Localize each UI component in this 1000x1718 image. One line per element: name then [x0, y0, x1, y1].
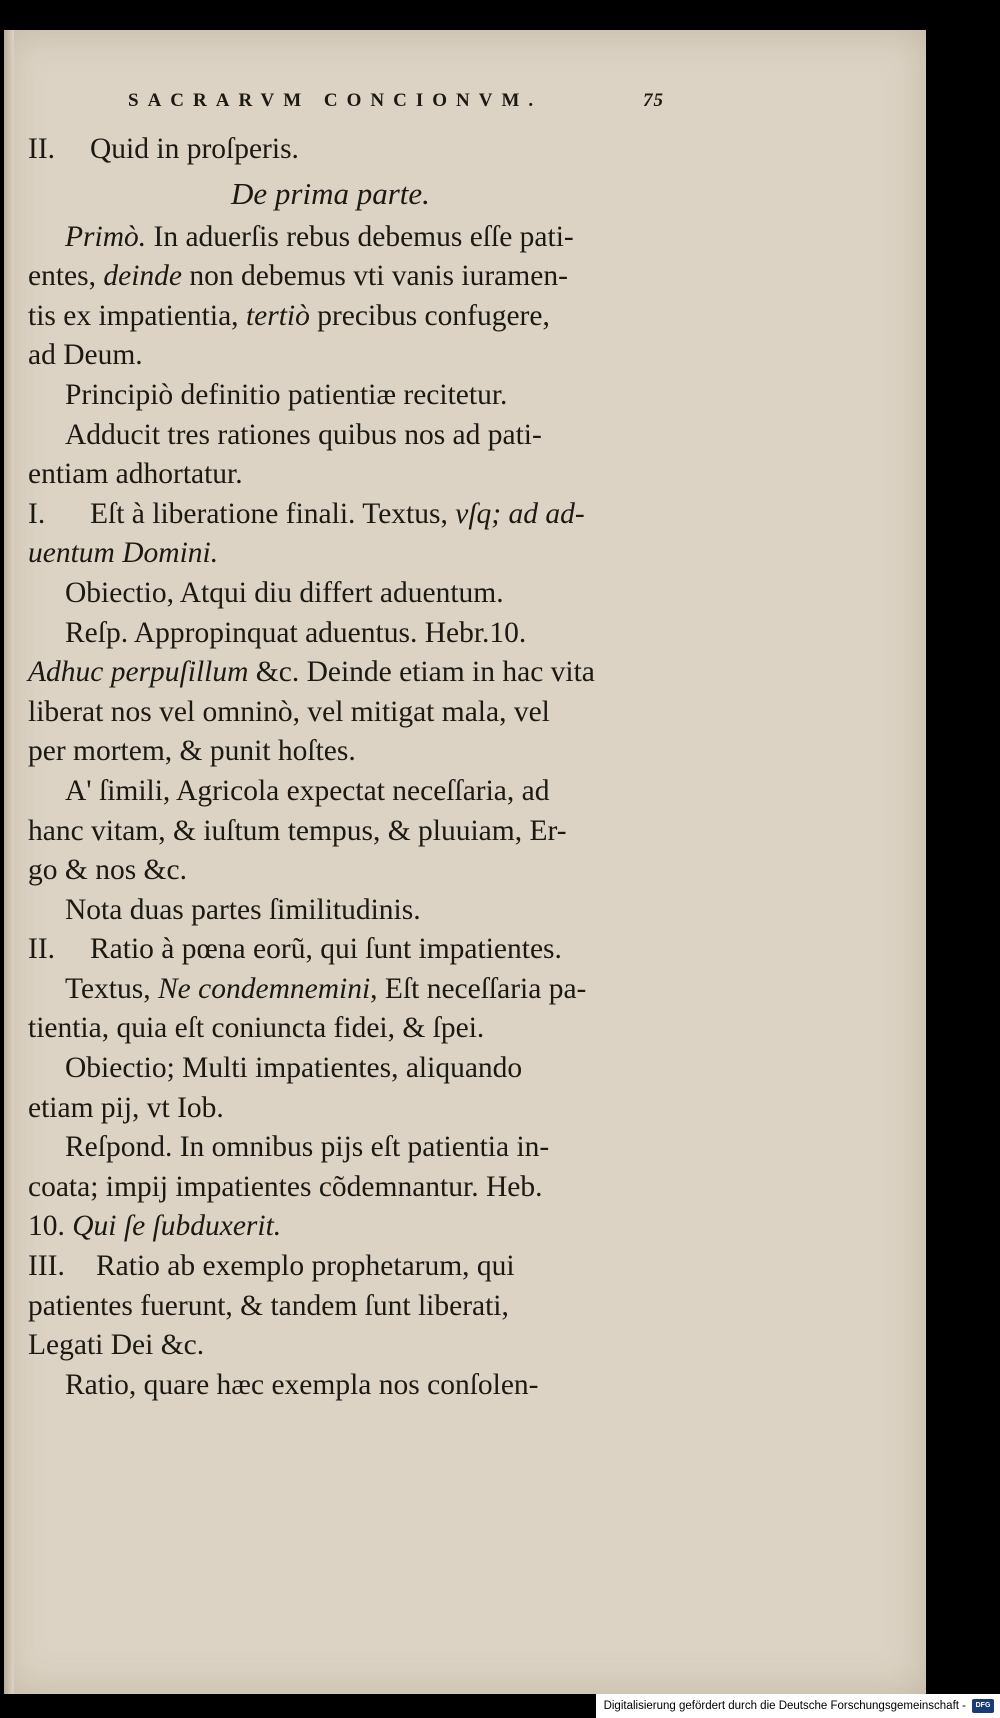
text-line: ad Deum. [28, 339, 143, 372]
line-text: Quid in proſperis. [90, 133, 299, 165]
line-text: precibus confugere, [309, 299, 550, 332]
line-text: Eſt à liberatione finali. Textus, [90, 497, 456, 530]
text-line: etiam pij, vt Iob. [28, 1091, 224, 1124]
text-line: Obiectio; Multi impatientes, aliquando [65, 1052, 523, 1085]
line-text: In aduerſis rebus debemus eſſe pati- [146, 220, 574, 253]
italic-text: vſq; ad ad- [455, 497, 585, 530]
text-line: entiam adhortatur. [28, 458, 243, 491]
line-text: entes, [28, 260, 104, 293]
page-edge [4, 30, 14, 1694]
text-line: coata; impij impatientes cõdemnantur. Heb. [28, 1170, 543, 1203]
italic-text: deinde [103, 260, 183, 293]
line-text: Textus, [65, 972, 158, 1005]
text-line [28, 534, 888, 574]
line-text: Ratio à pœna eorũ, qui ſunt impatientes. [90, 933, 562, 966]
text-line: Nota duas partes ſimilitudinis. [65, 893, 421, 926]
text-line: A' ſimili, Agricola expectat neceſſaria, ad [65, 774, 550, 807]
text-line [28, 930, 888, 970]
page-header [28, 90, 888, 130]
line-text: &c. Deinde etiam in hac vita [248, 656, 595, 689]
text-line [28, 970, 888, 1010]
section-heading: De prima parte. [231, 175, 430, 211]
text-line: hanc vitam, & iuſtum tempus, & pluuiam, Er- [28, 814, 567, 847]
text-line [28, 257, 888, 297]
italic-text: uentum Domini. [28, 537, 219, 570]
text-line [28, 1207, 888, 1247]
italic-text: tertiò [245, 299, 310, 332]
text-line: Principiò definitio patientiæ recitetur. [65, 378, 508, 411]
text-line: Legati Dei &c. [28, 1329, 205, 1362]
text-line [28, 1247, 888, 1287]
book-page [4, 30, 926, 1694]
text-line: tientia, quia eſt coniuncta fidei, & ſpei. [28, 1012, 485, 1045]
section-number: I. [28, 497, 46, 530]
text-line [28, 218, 888, 258]
text-line: per mortem, & punit hoſtes. [28, 735, 356, 768]
text-line: Obiectio, Atqui diu differt aduentum. [65, 576, 504, 609]
line-text: Ratio ab exemplo prophetarum, qui [96, 1250, 515, 1283]
text-line [28, 130, 888, 170]
running-title: SACRARVM CONCIONVM. [128, 90, 543, 111]
digitization-credit [596, 1694, 1000, 1718]
line-text: , Eſt neceſſaria pa- [370, 972, 587, 1005]
text-line [28, 297, 888, 337]
italic-text: Primò. [65, 220, 147, 253]
text-line: Reſpond. In omnibus pijs eſt patientia in- [65, 1131, 550, 1164]
section-number: II. [28, 933, 56, 966]
text-line: Adducit tres rationes quibus nos ad pati- [65, 418, 542, 451]
credit-text: Digitalisierung gefördert durch die Deutsche Forschungsgemeinschaft - [603, 1700, 966, 1712]
section-number: III. [28, 1250, 65, 1283]
line-text: tis ex impatientia, [28, 299, 246, 332]
text-line: Reſp. Appropinquat aduentus. Hebr.10. [65, 616, 527, 649]
italic-text: Ne condemnemini [157, 972, 371, 1005]
line-text: non debemus vti vanis iuramen- [182, 260, 568, 293]
text-line: Ratio, quare hæc exempla nos conſolen- [65, 1368, 539, 1401]
section-number: II. [28, 133, 56, 165]
text-line: liberat nos vel omninò, vel mitigat mala, vel [28, 695, 550, 728]
text-line [28, 653, 888, 693]
italic-text: Qui ſe ſubduxerit. [72, 1210, 282, 1243]
page-number: 75 [643, 90, 664, 111]
italic-text: Adhuc perpuſillum [28, 656, 249, 689]
dfg-logo-icon: DFG [972, 1699, 994, 1713]
text-line: patientes fuerunt, & tandem ſunt liberati, [28, 1289, 509, 1322]
page-text [28, 90, 888, 1405]
line-text: 10. [28, 1210, 73, 1243]
text-line: go & nos &c. [28, 854, 187, 887]
text-line [28, 495, 888, 535]
